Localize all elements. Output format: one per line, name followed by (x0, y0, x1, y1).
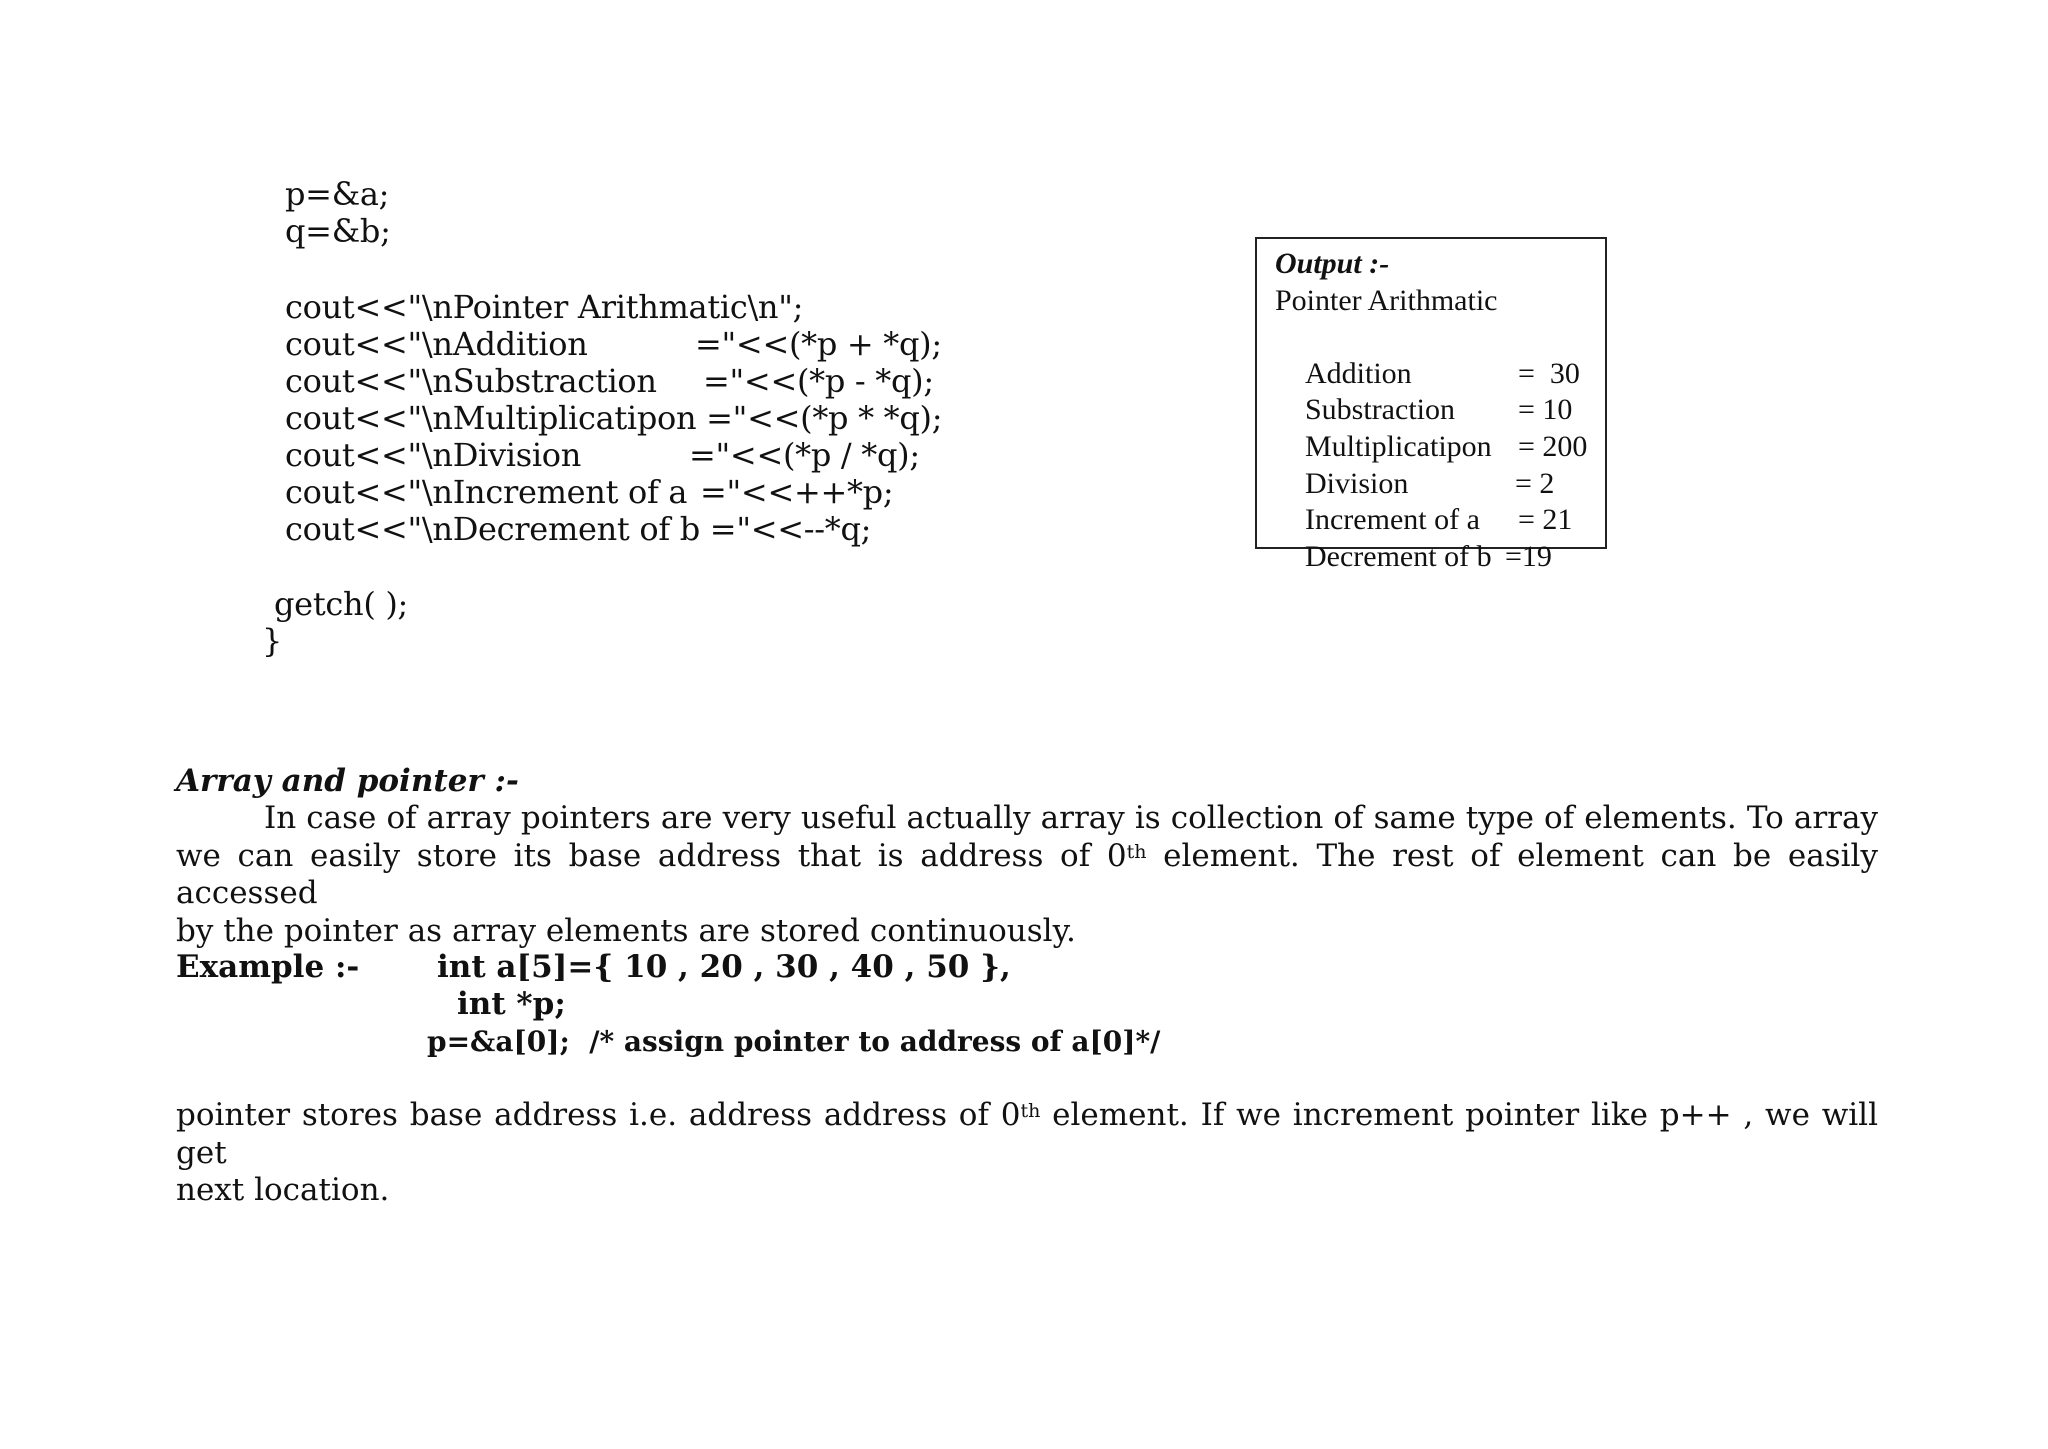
example-code-line: int a[5]={ 10 , 20 , 30 , 40 , 50 }, (437, 949, 1011, 985)
superscript: th (1126, 840, 1147, 863)
output-label: Addition (1305, 356, 1412, 390)
output-label: Decrement of b (1305, 539, 1492, 573)
code-line: cout<<"\nDivision (285, 436, 582, 474)
code-line: } (262, 622, 283, 660)
output-label: Division (1305, 466, 1409, 500)
section-heading: Array and pointer :- (176, 763, 519, 799)
code-line: ="<<(*p + *q); (695, 325, 942, 363)
code-line: cout<<"\nSubstraction (285, 362, 657, 400)
text-run: element. The rest of element can be easily accessed (176, 837, 1878, 911)
code-line: ="<<(*p - *q); (703, 362, 934, 400)
paragraph-line: In case of array pointers are very useful actually array is collection of same type of elements. To array (264, 800, 1878, 836)
code-line: cout<<"\nPointer Arithmatic\n"; (285, 288, 804, 326)
paragraph-pointer-increment (176, 1097, 1878, 1210)
output-value: = 200 (1518, 429, 1588, 463)
paragraph-line: by the pointer as array elements are stored continuously. (176, 912, 1076, 949)
output-heading: Pointer Arithmatic (1275, 283, 1498, 317)
paragraph-line: next location. (176, 1172, 390, 1208)
code-line: ="<<++*p; (700, 473, 894, 511)
code-line: cout<<"\nDecrement of b ="<<--*q; (285, 510, 872, 548)
output-value: = 30 (1518, 356, 1580, 390)
code-line: getch( ); (274, 585, 409, 623)
example-label: Example :- (176, 949, 360, 985)
paragraph-line (176, 1097, 1878, 1172)
code-line: q=&b; (285, 212, 391, 250)
output-label: Multiplicatipon (1305, 429, 1492, 463)
example-code-line: p=&a[0]; /* assign pointer to address of a[0]*/ (427, 1025, 1161, 1058)
code-line: ="<<(*p / *q); (689, 436, 920, 474)
example-code-line: int *p; (457, 986, 566, 1022)
output-box (1255, 237, 1607, 573)
paragraph-array-pointer (176, 800, 1878, 950)
superscript: th (1020, 1100, 1041, 1122)
text-run: we can easily store its base address that is address of 0 (176, 837, 1127, 874)
code-line: cout<<"\nAddition (285, 325, 588, 363)
output-value: = 21 (1518, 503, 1573, 537)
text-run: pointer stores base address i.e. address address of 0 (176, 1097, 1021, 1133)
output-value: = 2 (1515, 466, 1555, 500)
output-row (1275, 319, 1605, 390)
code-line: p=&a; (285, 175, 390, 213)
text-run: element. If we increment pointer like p++ , we will get (176, 1097, 1879, 1171)
code-line: cout<<"\nIncrement of a (285, 473, 688, 511)
output-value: = 10 (1518, 393, 1573, 427)
output-label: Increment of a (1305, 503, 1480, 537)
output-value: =19 (1505, 539, 1552, 573)
paragraph-line (176, 838, 1878, 913)
output-title: Output :- (1275, 247, 1390, 280)
output-label: Substraction (1305, 393, 1455, 427)
code-line: cout<<"\nMultiplicatipon ="<<(*p * *q); (285, 399, 943, 437)
